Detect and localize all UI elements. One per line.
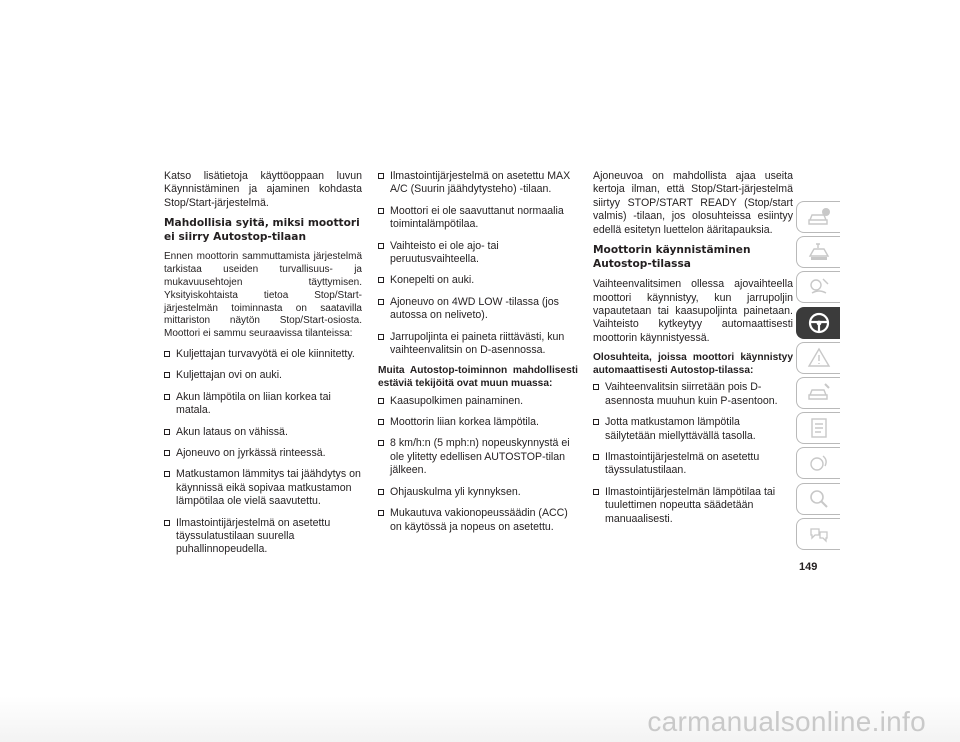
list-item: Jarrupoljinta ei paineta riittävästi, kun vaihteenvalitsin on D-asennossa. (378, 331, 578, 358)
checkbox-bullet-icon (164, 471, 170, 477)
dashboard-lights-icon (806, 240, 832, 264)
conditions-list-continued (378, 170, 578, 357)
checkbox-bullet-icon (378, 299, 384, 305)
watermark-band (0, 696, 960, 742)
list-item: 8 km/h:n (5 mph:n) nopeuskynnystä ei ole ylitetty edellisen AUTOSTOP-tilan jälkeen. (378, 437, 578, 477)
column-1 (164, 170, 362, 565)
list-item: Ilmastointijärjestelmä on asetettu täyssulatustilaan suurella puhallinnopeudella. (164, 517, 362, 557)
list-item: Ohjauskulma yli kynnyksen. (378, 486, 578, 499)
checkbox-bullet-icon (378, 398, 384, 404)
list-item: Ilmastointijärjestelmä on asetettu MAX A/C (Suurin jäähdytysteho) -tilaan. (378, 170, 578, 197)
checkbox-bullet-icon (378, 419, 384, 425)
maintenance-schedule-icon (806, 416, 832, 440)
checkbox-bullet-icon (164, 450, 170, 456)
checkbox-bullet-icon (593, 419, 599, 425)
checkbox-bullet-icon (593, 454, 599, 460)
section-heading: Mahdollisia syitä, miksi moottori ei siirry Autostop-tilaan (164, 217, 360, 243)
safety-airbag-icon (806, 275, 832, 299)
checkbox-bullet-icon (164, 372, 170, 378)
list-item: Ajoneuvo on 4WD LOW -tilassa (jos autossa on neliveto). (378, 296, 578, 323)
tab-safety[interactable] (796, 271, 840, 303)
list-item: Mukautuva vakionopeussäädin (ACC) on käytössä ja nopeus on asetettu. (378, 507, 578, 534)
tab-dashboard-lights[interactable] (796, 236, 840, 268)
column-2 (378, 170, 578, 542)
list-item: Kuljettajan ovi on auki. (164, 369, 362, 382)
steering-wheel-icon (806, 311, 832, 335)
chapter-tabs (796, 201, 842, 553)
intro-paragraph: Katso lisätietoja käyttöoppaan luvun Käynnistäminen ja ajaminen kohdasta Stop/Start-järjestelmä. (164, 170, 362, 209)
roadside-hazard-icon (806, 346, 832, 370)
other-factors-list (378, 395, 578, 534)
checkbox-bullet-icon (593, 489, 599, 495)
list-item: Ajoneuvo on jyrkässä rinteessä. (164, 447, 362, 460)
conditions-list (164, 348, 362, 557)
list-item: Ilmastointijärjestelmän lämpötilaa tai tuulettimen nopeutta säädetään manuaalisesti. (593, 486, 793, 526)
watermark-text: carmanualsonline.info (647, 706, 926, 737)
list-item: Akun lataus on vähissä. (164, 426, 362, 439)
multimedia-icon (806, 451, 832, 475)
list-item: Akun lämpötila on liian korkea tai matala. (164, 391, 362, 418)
section-paragraph: Vaihteenvalitsimen ollessa ajovaihteella moottori käynnistyy, kun jarrupoljin vapautetaan tai kaasupoljinta painetaan. Vaihteisto kytkeytyy automaattisesti moottorin käynnistyessä. (593, 278, 793, 344)
checkbox-bullet-icon (164, 394, 170, 400)
checkbox-bullet-icon (164, 429, 170, 435)
list-item: Ilmastointijärjestelmä on asetettu täyssulatustilaan. (593, 451, 793, 478)
checkbox-bullet-icon (378, 510, 384, 516)
section-paragraph: Ennen moottorin sammuttamista järjestelmä tarkistaa useiden turvallisuus- ja mukavuusehtojen täyttymisen. Yksityiskohtaista tietoa Stop/Start-järjestelmän toiminnasta on saatavilla mittariston näytön Stop/Start-osiosta. Moottori ei sammu seuraavissa tilanteissa: (164, 251, 362, 340)
list-item: Matkustamon lämmitys tai jäähdytys on käynnissä eikä sopivaa matkustamon lämpötilaa ole vielä saavutettu. (164, 468, 362, 508)
car-info-icon (806, 205, 832, 229)
subheading: Olosuhteita, joissa moottori käynnistyy automaattisesti Autostop-tilassa: (593, 352, 793, 376)
languages-icon (806, 522, 832, 546)
list-item: Kuljettajan turvavyötä ei ole kiinnitetty. (164, 348, 362, 361)
tab-car-info[interactable] (796, 201, 840, 233)
list-item: Moottori ei ole saavuttanut normaalia toimintalämpötilaa. (378, 205, 578, 232)
tab-servicing[interactable] (796, 377, 840, 409)
tab-starting-driving[interactable] (796, 307, 840, 339)
restart-conditions-list (593, 381, 793, 526)
tab-emergency[interactable] (796, 342, 840, 374)
column-3 (593, 170, 793, 534)
subheading: Muita Autostop-toiminnon mahdollisesti estäviä tekijöitä ovat muun muassa: (378, 365, 578, 390)
tab-languages[interactable] (796, 518, 840, 550)
checkbox-bullet-icon (378, 277, 384, 283)
checkbox-bullet-icon (164, 520, 170, 526)
intro-paragraph: Ajoneuvoa on mahdollista ajaa useita kertoja ilman, että Stop/Start-järjestelmä siirtyy STOP/START READY (Stop/start valmis) -tilaan, jos olosuhteissa esiintyy edellä esitetyn luettelon ääritapauksia. (593, 170, 793, 236)
car-service-icon (806, 381, 832, 405)
checkbox-bullet-icon (164, 351, 170, 357)
list-item: Vaihteisto ei ole ajo- tai peruutusvaihteella. (378, 240, 578, 267)
list-item: Moottorin liian korkea lämpötila. (378, 416, 578, 429)
list-item: Vaihteenvalitsin siirretään pois D-asennosta muuhun kuin P-asentoon. (593, 381, 793, 408)
checkbox-bullet-icon (378, 440, 384, 446)
checkbox-bullet-icon (378, 208, 384, 214)
section-heading: Moottorin käynnistäminen Autostop-tilassa (593, 244, 751, 270)
tab-index[interactable] (796, 483, 840, 515)
tab-maintenance[interactable] (796, 412, 840, 444)
checkbox-bullet-icon (378, 334, 384, 340)
checkbox-bullet-icon (378, 243, 384, 249)
search-index-icon (806, 487, 832, 511)
page-number: 149 (799, 561, 818, 573)
checkbox-bullet-icon (378, 173, 384, 179)
list-item: Jotta matkustamon lämpötila säilytetään miellyttävällä tasolla. (593, 416, 793, 443)
list-item: Konepelti on auki. (378, 274, 578, 287)
tab-multimedia[interactable] (796, 447, 840, 479)
list-item: Kaasupolkimen painaminen. (378, 395, 578, 408)
checkbox-bullet-icon (378, 489, 384, 495)
checkbox-bullet-icon (593, 384, 599, 390)
